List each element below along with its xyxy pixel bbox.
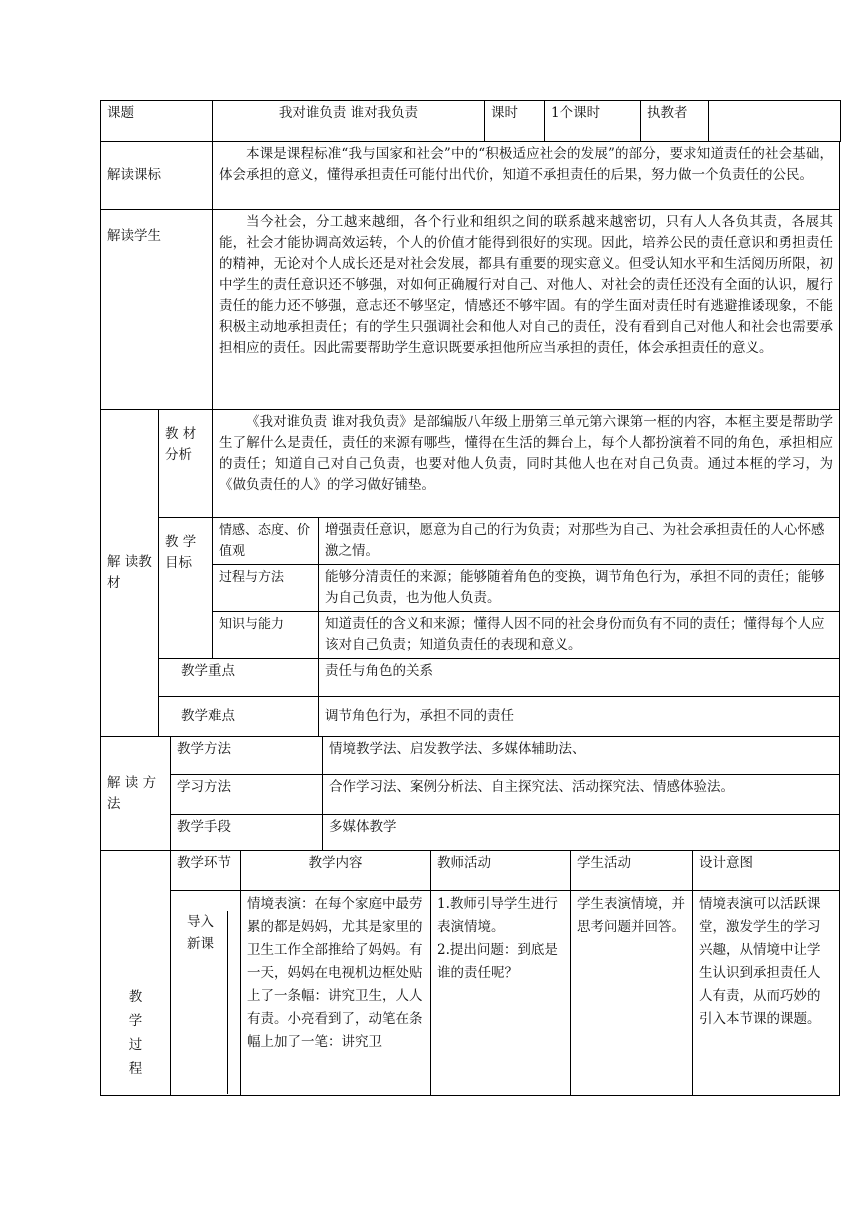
teacher-line-1: 1.教师引导学生进行表演情境。 [437, 896, 558, 935]
process-label [101, 851, 171, 1096]
difficulty-text: 调节角色行为，承担不同的责任 [319, 697, 840, 737]
goal-label-2: 知识与能力 [213, 612, 319, 659]
students-text: 当今社会，分工越来越细，各个行业和组织之间的联系越来越密切，只有人人各负其责，各展其能，社会才能协调高效运转，个人的价值才能得到很好的实现。因此，培养公民的责任意识和勇担责任的精神，无论对个人成长还是对社会发展，都具有重要的现实意义。但受认知水平和生活阅历所限，初中学生的责任意识还不够强，对如何正确履行对自己、对他人、对社会的责任还没有全面的认识，履行责任的能力还不够强，意志还不够坚定，情感还不够牢固。有的学生面对责任时有逃避推诿现象，不能积极主动地承担责任；有的学生只强调社会和他人对自己的责任，没有看到自己对他人和社会也需要承担相应的责任。因此需要帮助学生意识既要承担他所应当承担的责任，体会承担责任的意义。 [219, 214, 833, 356]
process-label-text: 教学过程 [128, 989, 143, 1077]
header-intent: 设计意图 [693, 851, 840, 891]
teacher-activity [431, 891, 571, 1096]
process-table [100, 850, 840, 1096]
method-text-2: 多媒体教学 [323, 815, 840, 851]
method-text-0: 情境教学法、启发教学法、多媒体辅助法、 [323, 737, 840, 775]
header-content: 教学内容 [241, 851, 431, 891]
header-teacher: 教师活动 [431, 851, 571, 891]
stage-cell [171, 891, 241, 1096]
goal-label-0: 情感、态度、价值观 [213, 518, 319, 565]
student-activity: 学生表演情境，并思考问题并回答。 [571, 891, 693, 1096]
topic-value: 我对谁负责 谁对我负责 [213, 101, 485, 142]
goal-text-1: 能够分清责任的来源；能够随着角色的变换，调节角色行为，承担不同的责任；能够为自己负责，也为他人负责。 [319, 565, 840, 612]
curriculum-label: 解读课标 [101, 142, 213, 210]
topic-label: 课题 [101, 101, 213, 142]
period-label: 课时 [485, 101, 545, 142]
teacher-line-2: 2.提出问题：到底是谁的责任呢？ [437, 942, 558, 981]
textbook-label: 解 读教材 [101, 410, 159, 737]
key-label: 教学重点 [159, 659, 319, 697]
teacher-label: 执教者 [641, 101, 709, 142]
analysis-label: 教 材分析 [159, 410, 213, 518]
header-stage: 教学环节 [171, 851, 241, 891]
goal-label-1: 过程与方法 [213, 565, 319, 612]
intro-table [100, 141, 840, 410]
curriculum-text: 本课是课程标准“我与国家和社会”中的“积极适应社会的发展”的部分，要求知道责任的社会基础，体会承担的意义，懂得承担责任可能付出代价，知道不承担责任的后果，努力做一个负责任的公民。 [219, 146, 833, 183]
method-label-0: 教学方法 [171, 737, 323, 775]
design-intent: 情境表演可以活跃课堂，激发学生的学习兴趣，从情境中让学生认识到承担责任人人有责，从而巧妙的引入本节课的课题。 [693, 891, 840, 1096]
stage-text: 导入新课 [187, 911, 228, 1094]
method-label-1: 学习方法 [171, 775, 323, 815]
teacher-value [709, 101, 841, 142]
period-value: 1个课时 [545, 101, 641, 142]
content-text: 情境表演：在每个家庭中最劳累的都是妈妈，尤其是家里的卫生工作全部推给了妈妈。有一天，妈妈在电视机边框处贴上了一条幅：讲究卫生，人人有责。小亮看到了，动笔在条幅上加了一笔：讲究卫 [241, 891, 431, 1096]
header-table [100, 100, 841, 142]
key-text: 责任与角色的关系 [319, 659, 840, 697]
difficulty-label: 教学难点 [159, 697, 319, 737]
analysis-text: 《我对谁负责 谁对我负责》是部编版八年级上册第三单元第六课第一框的内容，本框主要是帮助学生了解什么是责任，责任的来源有哪些，懂得在生活的舞台上，每个人都扮演着不同的角色，承担相应的责任；知道自己对自己负责，也要对他人负责，同时其他人也在对自己负责。通过本框的学习，为《做负责任的人》的学习做好铺垫。 [219, 414, 833, 493]
textbook-table [100, 409, 840, 737]
methods-label: 解 读 方法 [101, 737, 171, 851]
method-text-1: 合作学习法、案例分析法、自主探究法、活动探究法、情感体验法。 [323, 775, 840, 815]
students-label: 解读学生 [101, 210, 213, 410]
goals-label: 教 学目标 [159, 518, 213, 659]
goal-text-2: 知道责任的含义和来源；懂得人因不同的社会身份而负有不同的责任；懂得每个人应该对自己负责；知道负责任的表现和意义。 [319, 612, 840, 659]
lesson-plan-page [100, 100, 840, 1096]
method-label-2: 教学手段 [171, 815, 323, 851]
methods-table [100, 736, 840, 851]
goal-text-0: 增强责任意识，愿意为自己的行为负责；对那些为自己、为社会承担责任的人心怀感激之情。 [319, 518, 840, 565]
header-student: 学生活动 [571, 851, 693, 891]
